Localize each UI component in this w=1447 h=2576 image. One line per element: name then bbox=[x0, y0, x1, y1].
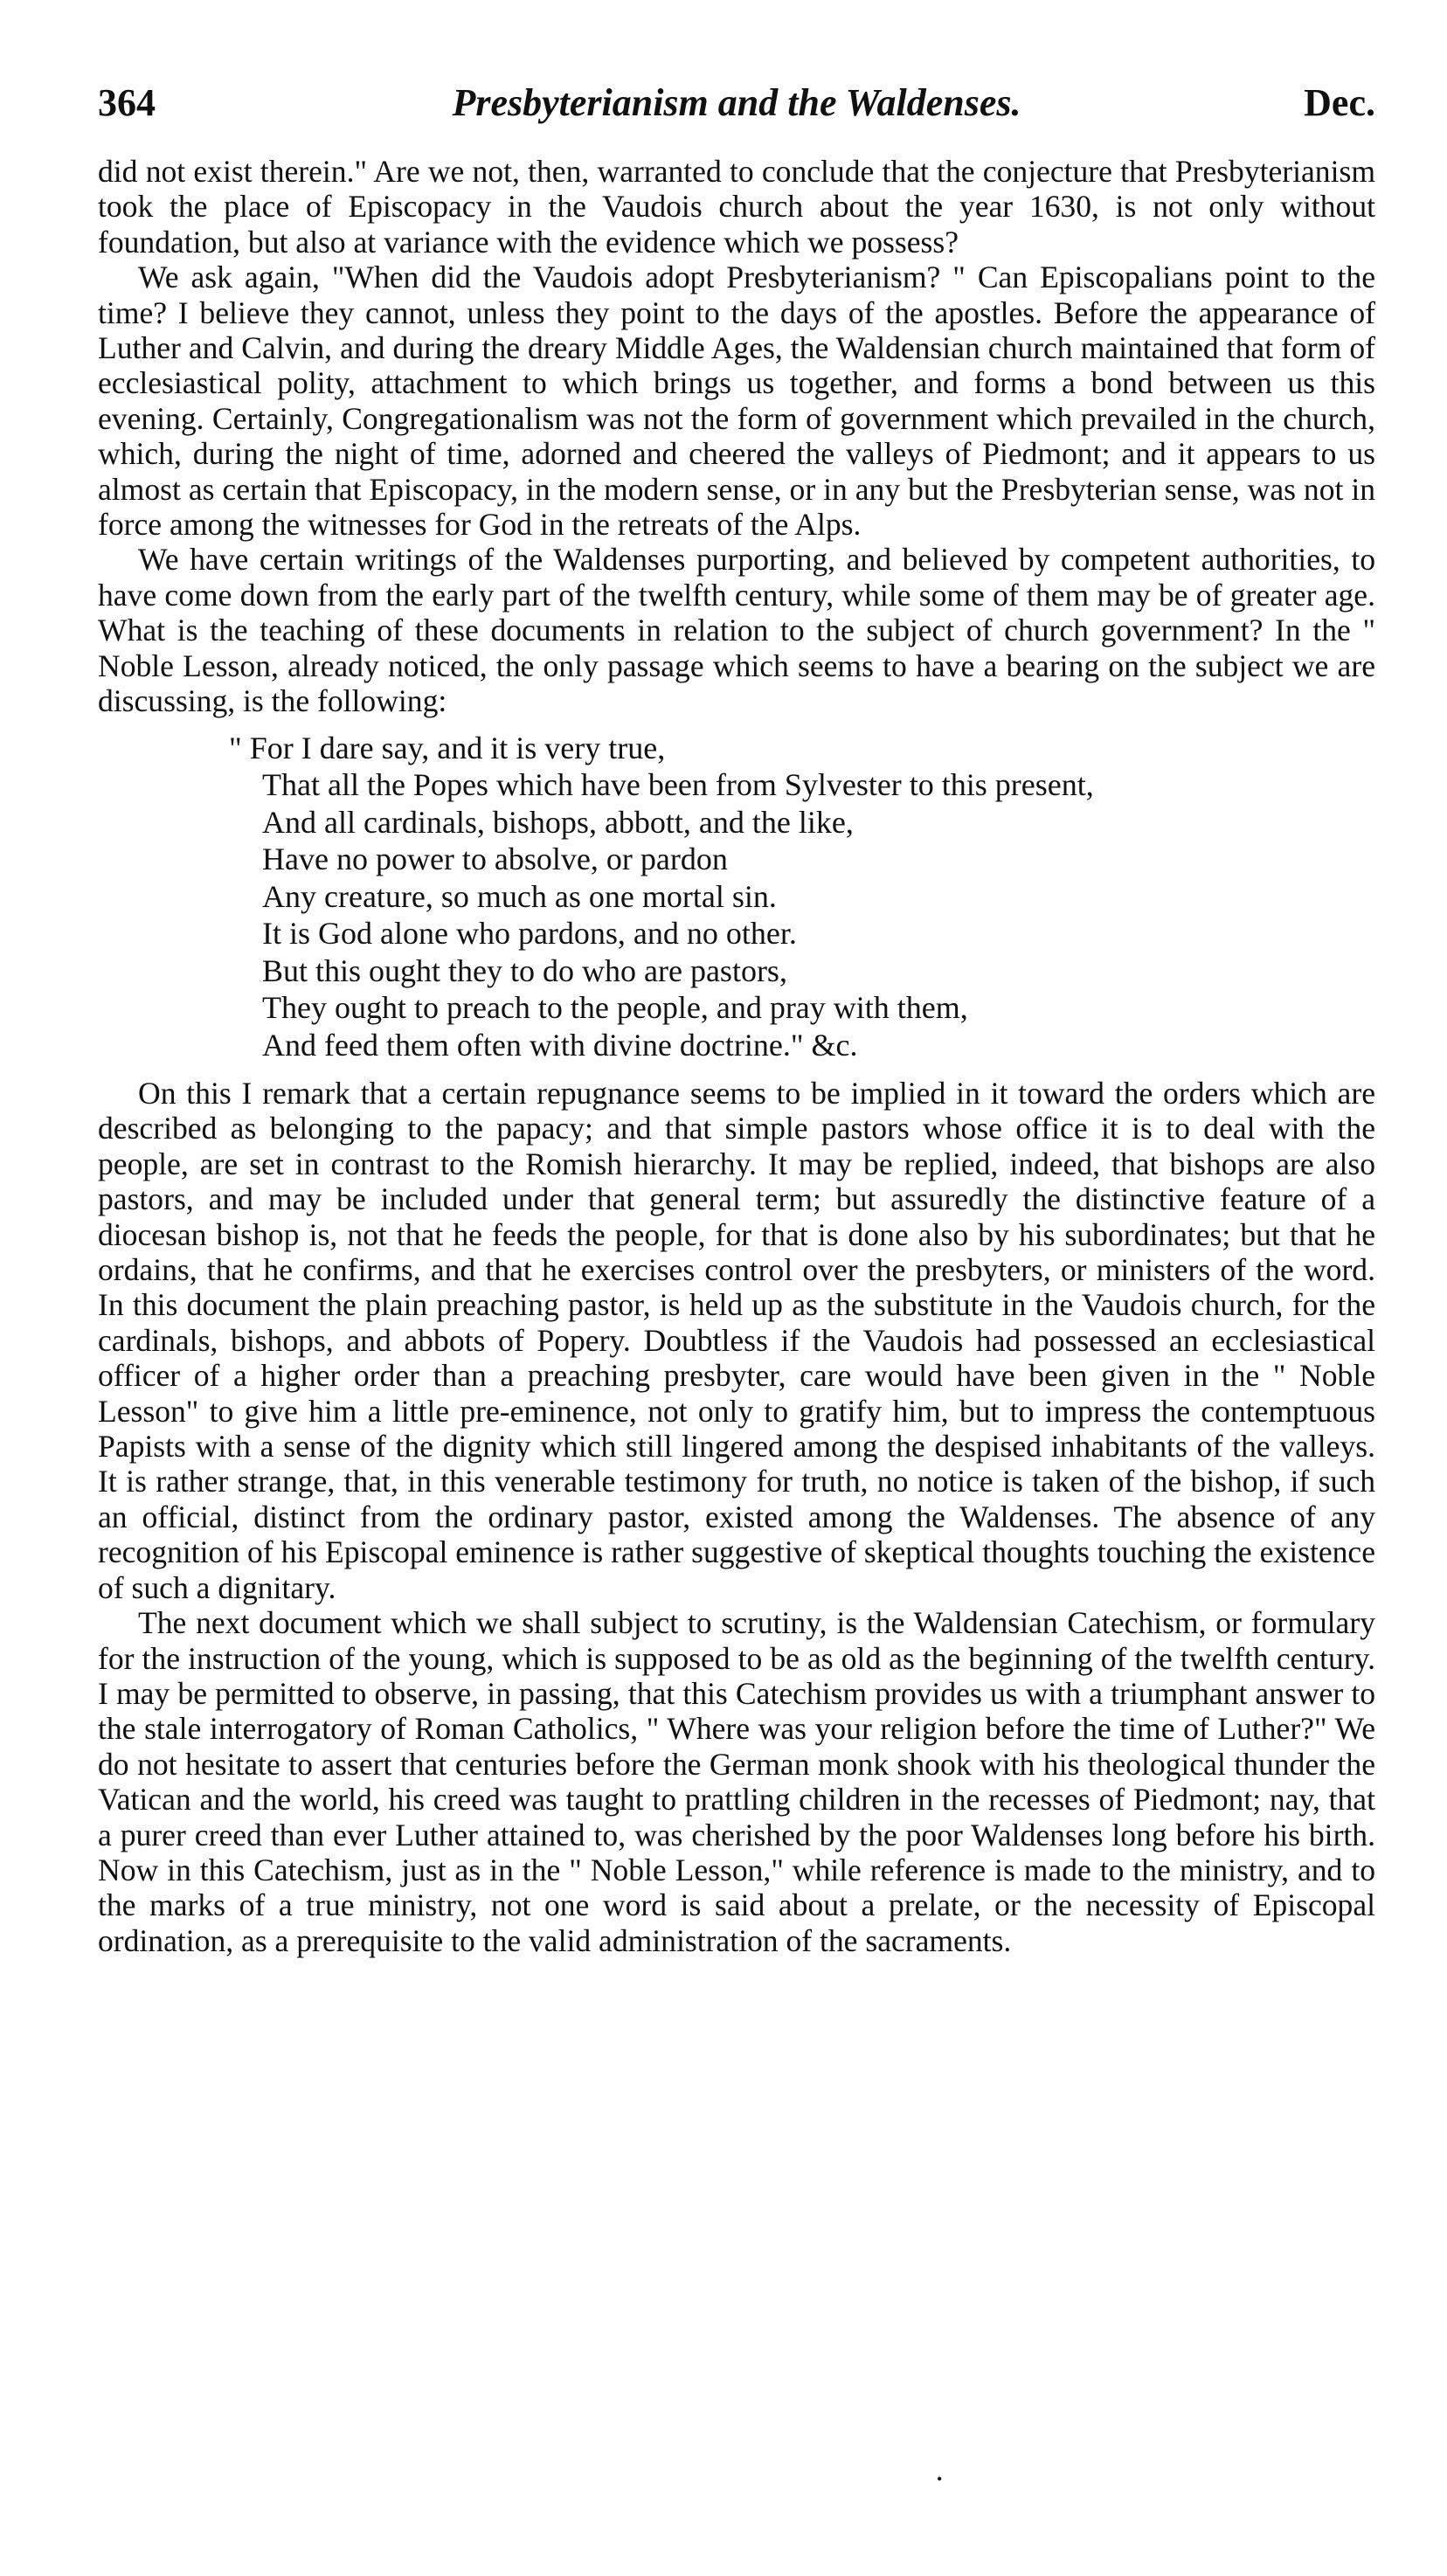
article-body bbox=[98, 154, 1375, 1958]
footer-mark: • bbox=[937, 2470, 943, 2488]
header-month: Dec. bbox=[1304, 81, 1375, 124]
verse-line: And all cardinals, bishops, abbott, and the like, bbox=[262, 804, 854, 840]
verse-line: Have no power to absolve, or pardon bbox=[262, 841, 728, 876]
verse-line: They ought to preach to the people, and pray with them, bbox=[262, 990, 968, 1025]
paragraph: We have certain writings of the Waldenses purporting, and believed by competent authorities, to have come down from the early part of the twelfth century, while some of them may be of greater age. What is the teaching of these documents in relation to the subject of church government? In the " Noble Lesson, already noticed, the only passage which seems to have a bearing on the subject we are discussing, is the following: bbox=[98, 542, 1375, 719]
running-title: Presbyterianism and the Waldenses. bbox=[452, 81, 1021, 124]
verse-line: But this ought they to do who are pastors, bbox=[262, 952, 787, 988]
document-page bbox=[98, 80, 1375, 2545]
verse-line: And feed them often with divine doctrine." &c. bbox=[262, 1027, 858, 1063]
verse-line: It is God alone who pardons, and no other. bbox=[262, 916, 797, 951]
verse-line: " For I dare say, and it is very true, bbox=[229, 730, 666, 765]
quoted-verse bbox=[229, 730, 1375, 1064]
paragraph: On this I remark that a certain repugnance seems to be implied in it toward the orders which are described as belonging to the papacy; and that simple pastors whose office it is to deal with the people, are set in contrast to the Romish hierarchy. It may be replied, indeed, that bishops are also pastors, and may be included under that general term; but assuredly the distinctive feature of a diocesan bishop is, not that he feeds the people, for that is done also by his subordinates; but that he ordains, that he confirms, and that he exercises control over the presbyters, or ministers of the word. In this document the plain preaching pastor, is held up as the substitute in the Vaudois church, for the cardinals, bishops, and abbots of Popery. Doubtless if the Vaudois had possessed an ecclesiastical officer of a higher order than a preaching presbyter, care would have been given in the " Noble Lesson" to give him a little pre-eminence, not only to gratify him, but to impress the contemptuous Papists with a sense of the dignity which still lingered among the despised inhabitants of the valleys. It is rather strange, that, in this venerable testimony for truth, no notice is taken of the bishop, if such an official, distinct from the ordinary pastor, existed among the Waldenses. The absence of any recognition of his Episcopal eminence is rather suggestive of skeptical thoughts touching the existence of such a dignitary. bbox=[98, 1076, 1375, 1605]
verse-line: Any creature, so much as one mortal sin. bbox=[262, 878, 777, 914]
verse-line: That all the Popes which have been from Sylvester to this present, bbox=[262, 767, 1094, 802]
page-header bbox=[98, 80, 1375, 154]
paragraph: We ask again, "When did the Vaudois adopt Presbyterianism? " Can Episcopalians point to the time? I believe they cannot, unless they point to the days of the apostles. Before the appearance of Luther and Calvin, and during the dreary Middle Ages, the Waldensian church maintained that form of ecclesiastical polity, attachment to which brings us together, and forms a bond between us this evening. Certainly, Congregationalism was not the form of government which prevailed in the church, which, during the night of time, adorned and cheered the valleys of Piedmont; and it appears to us almost as certain that Episcopacy, in the modern sense, or in any but the Presbyterian sense, was not in force among the witnesses for God in the retreats of the Alps. bbox=[98, 260, 1375, 543]
paragraph: The next document which we shall subject to scrutiny, is the Waldensian Catechism, or formulary for the instruction of the young, which is supposed to be as old as the beginning of the twelfth century. I may be permitted to observe, in passing, that this Catechism provides us with a triumphant answer to the stale interrogatory of Roman Catholics, " Where was your religion before the time of Luther?" We do not hesitate to assert that centuries before the German monk shook with his theological thunder the Vatican and the world, his creed was taught to prattling children in the recesses of Piedmont; nay, that a purer creed than ever Luther attained to, was cherished by the poor Waldenses long before his birth. Now in this Catechism, just as in the " Noble Lesson," while reference is made to the ministry, and to the marks of a true ministry, not one word is said about a prelate, or the necessity of Episcopal ordination, as a prerequisite to the valid administration of the sacraments. bbox=[98, 1605, 1375, 1958]
page-number: 364 bbox=[98, 81, 156, 124]
paragraph: did not exist therein." Are we not, then, warranted to conclude that the conjecture that Presbyterianism took the place of Episcopacy in the Vaudois church about the year 1630, is not only without foundation, but also at variance with the evidence which we possess? bbox=[98, 154, 1375, 260]
